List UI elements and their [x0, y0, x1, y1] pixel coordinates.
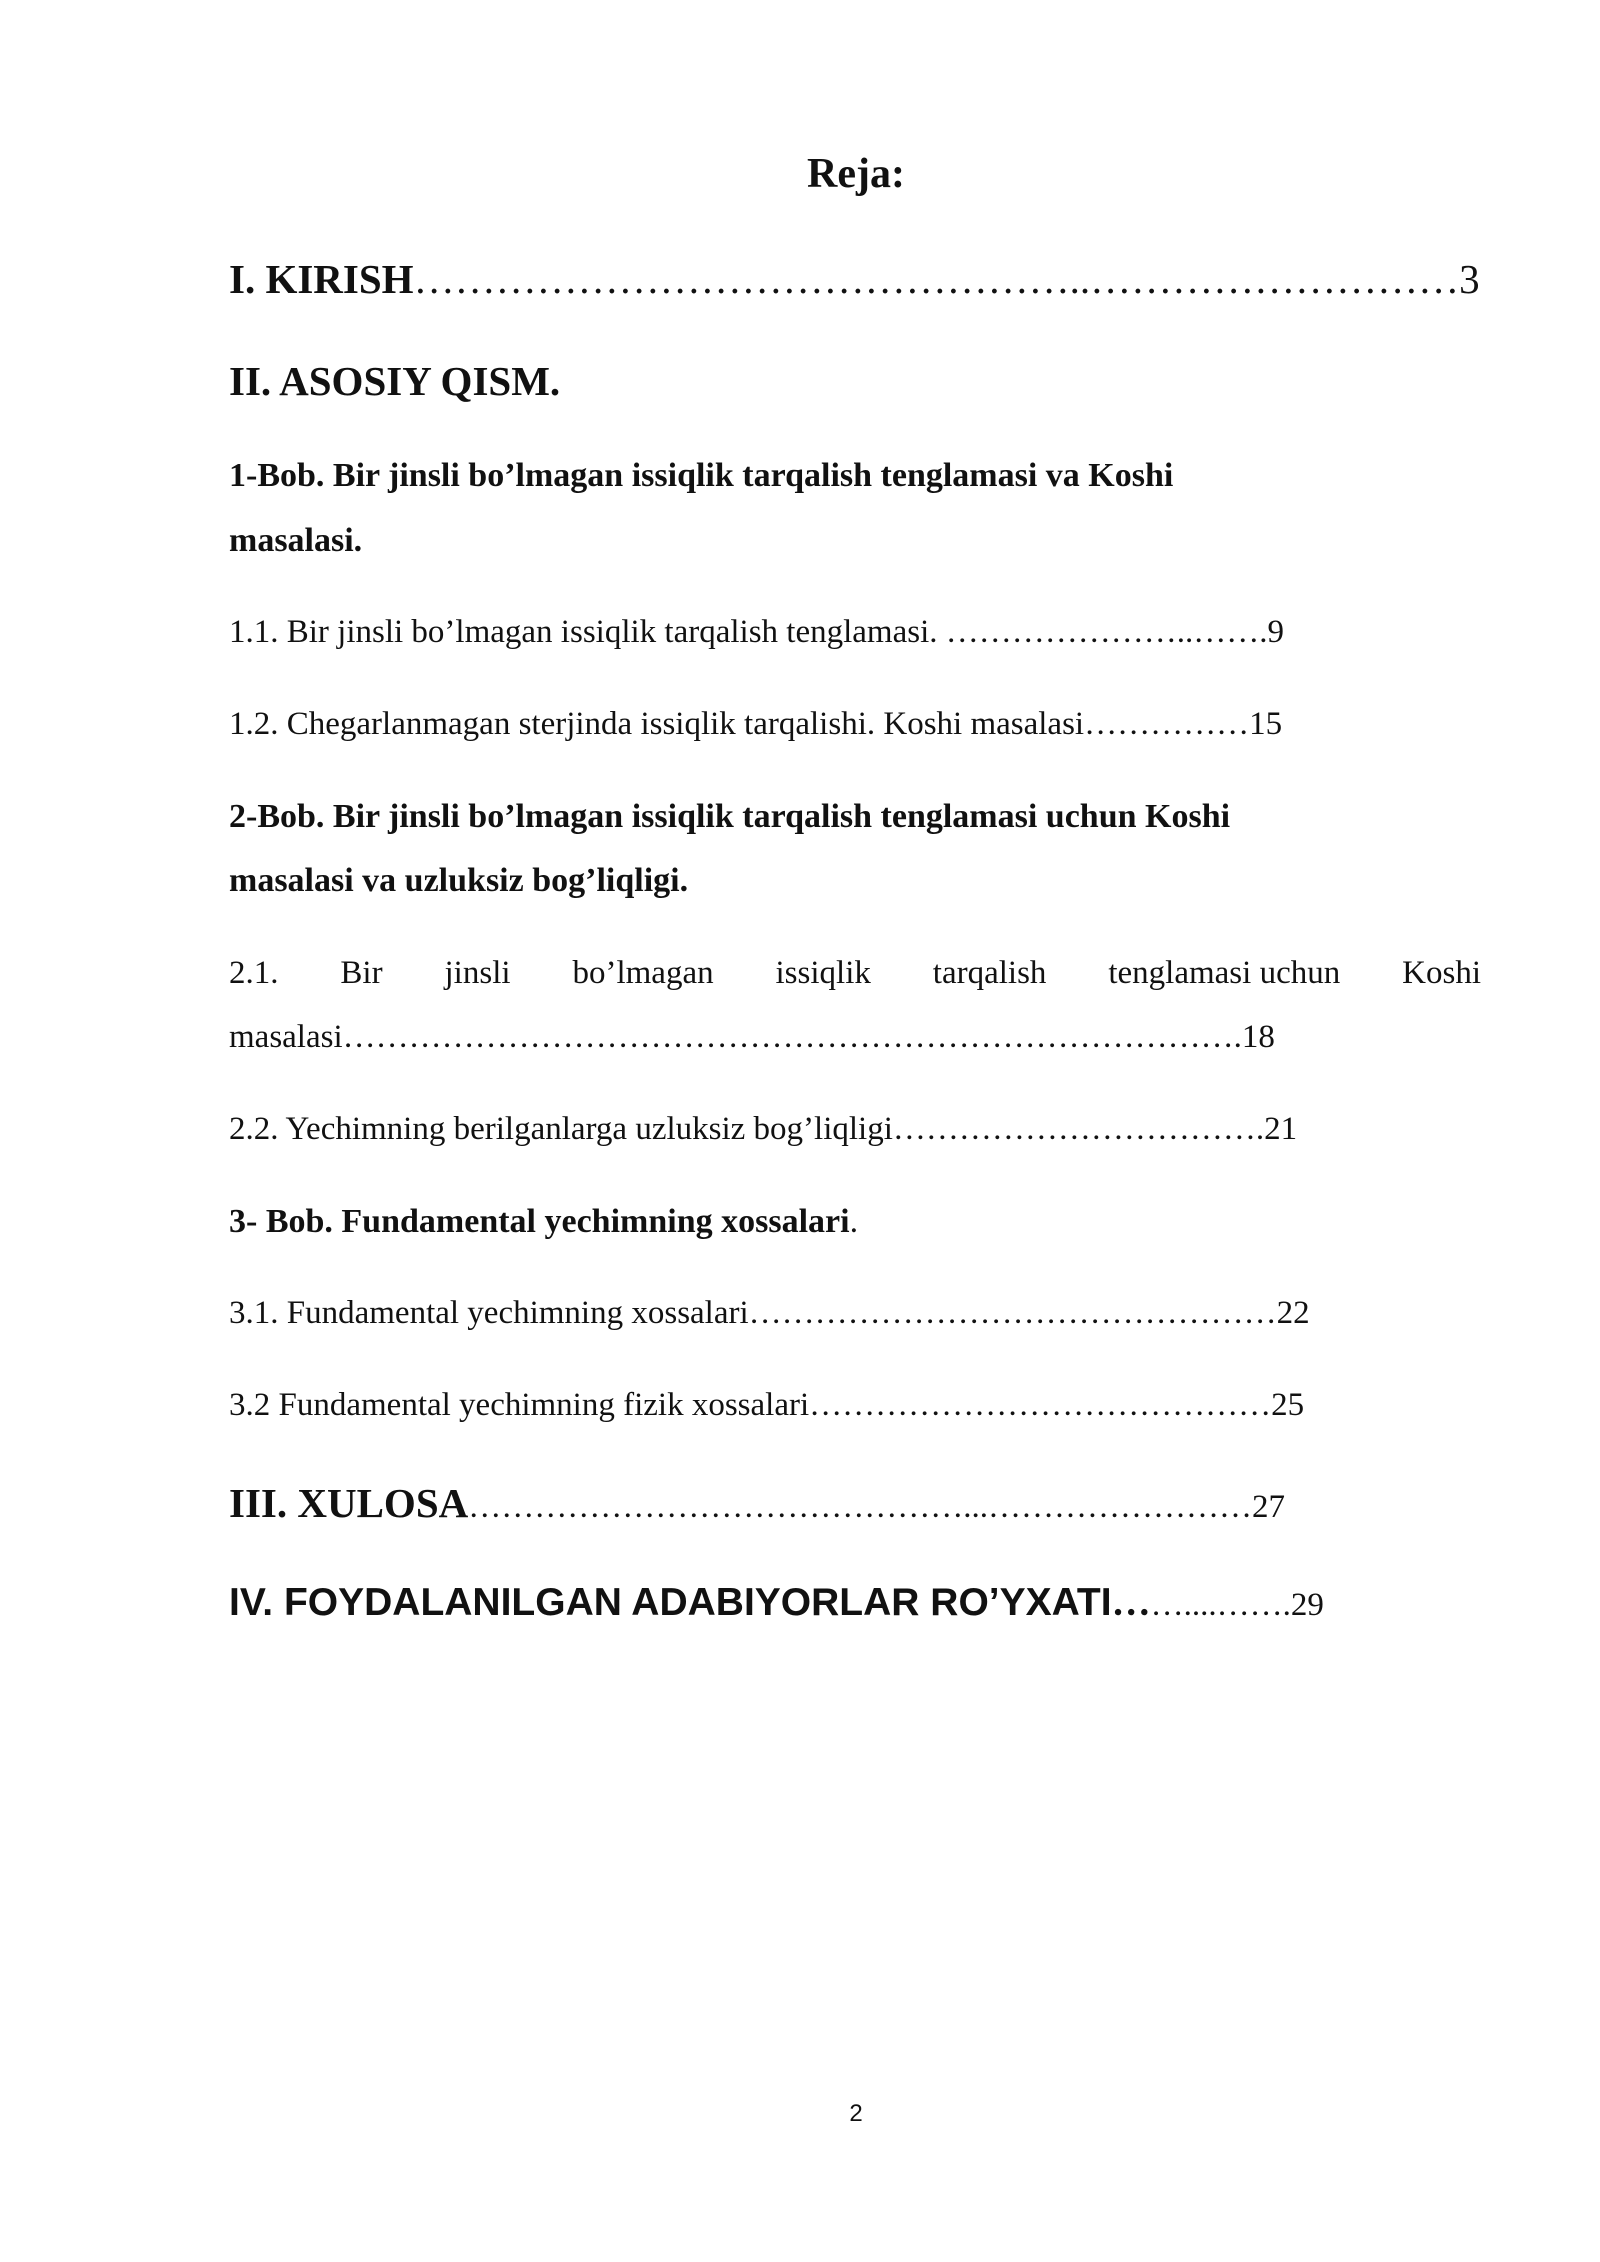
- toc-entry-2-2: [229, 1111, 1481, 1148]
- toc-entry-adabiyot: [229, 1580, 1481, 1625]
- toc-dots: …………………..…….: [945, 614, 1268, 650]
- toc-label: 1.1. Bir jinsli bo’lmagan issiqlik tarqalish tenglamasi.: [229, 614, 946, 650]
- toc-label: 3.2 Fundamental yechimning fizik xossalari: [229, 1387, 810, 1423]
- toc-entry-3-1: [229, 1295, 1481, 1332]
- toc-label: 2.2. Yechimning berilganlarga uzluksiz bog’liqligi: [229, 1111, 893, 1147]
- toc-label: 3.1. Fundamental yechimning xossalari: [229, 1295, 749, 1331]
- toc-chapter-3: [229, 1203, 1481, 1241]
- toc-dots-bold: …: [1111, 1581, 1151, 1624]
- toc-page: 9: [1267, 614, 1285, 650]
- toc-dots: …………………………………………..………………………: [413, 256, 1460, 302]
- toc-page: 15: [1249, 706, 1283, 742]
- toc-dots: …………………………………………: [748, 1295, 1277, 1331]
- toc-dots: ……………………………………………………………………….: [342, 1019, 1242, 1055]
- toc-entry-1-1: [229, 614, 1481, 651]
- toc-entry-2-1-line1: [229, 955, 1481, 992]
- toc-entry-3-2: [229, 1387, 1481, 1424]
- page-title: Reja:: [807, 151, 905, 197]
- toc-page: 3: [1459, 256, 1480, 302]
- toc-word: jinsli: [444, 955, 511, 991]
- toc-tail: .: [849, 1203, 859, 1240]
- toc-dots: …………………………….: [892, 1111, 1265, 1147]
- toc-word: 2.1.: [229, 955, 279, 991]
- toc-page: 29: [1290, 1587, 1324, 1623]
- toc-page: 18: [1241, 1019, 1275, 1055]
- toc-page: 27: [1251, 1489, 1285, 1525]
- page-number: 2: [849, 2100, 863, 2127]
- toc-chapter-2-line1: 2-Bob. Bir jinsli bo’lmagan issiqlik tarqalish tenglamasi uchun Koshi: [229, 798, 1231, 835]
- toc-word: tenglamasi uchun: [1108, 955, 1341, 991]
- toc-label: I. KIRISH: [229, 256, 414, 302]
- toc-chapter-2-line2: masalasi va uzluksiz bog’liqligi.: [229, 862, 689, 899]
- toc-entry-xulosa: [229, 1479, 1481, 1527]
- toc-dots: ……………………………………: [809, 1387, 1272, 1423]
- toc-word: Bir: [340, 955, 383, 991]
- toc-entry-kirish: [229, 255, 1481, 303]
- toc-label: III. XULOSA: [229, 1480, 469, 1526]
- toc-label: 3- Bob. Fundamental yechimning xossalari: [229, 1203, 850, 1240]
- toc-page: 21: [1264, 1111, 1298, 1147]
- toc-label: IV. FOYDALANILGAN ADABIYORLAR RO’YXATI: [229, 1581, 1112, 1624]
- toc-dots: ……………: [1084, 706, 1250, 742]
- toc-word: tarqalish: [932, 955, 1047, 991]
- toc-word: Koshi: [1402, 955, 1481, 991]
- toc-word: issiqlik: [775, 955, 871, 991]
- toc-chapter-1-line2: masalasi.: [229, 522, 363, 559]
- toc-label: 1.2. Chegarlanmagan sterjinda issiqlik tarqalishi. Koshi masalasi: [229, 706, 1085, 742]
- toc-chapter-1-line1: 1-Bob. Bir jinsli bo’lmagan issiqlik tarqalish tenglamasi va Koshi: [229, 457, 1174, 494]
- toc-page: 22: [1276, 1295, 1310, 1331]
- toc-label: masalasi: [229, 1019, 343, 1055]
- toc-dots: …....…….: [1150, 1587, 1291, 1623]
- toc-word: bo’lmagan: [572, 955, 714, 991]
- toc-entry-1-2: [229, 706, 1481, 743]
- toc-dots: ………………………………………...……………………: [468, 1489, 1252, 1525]
- toc-page: 25: [1271, 1387, 1305, 1423]
- toc-heading-asosiy: II. ASOSIY QISM.: [229, 358, 561, 404]
- toc-entry-2-1-line2: [229, 1019, 1481, 1056]
